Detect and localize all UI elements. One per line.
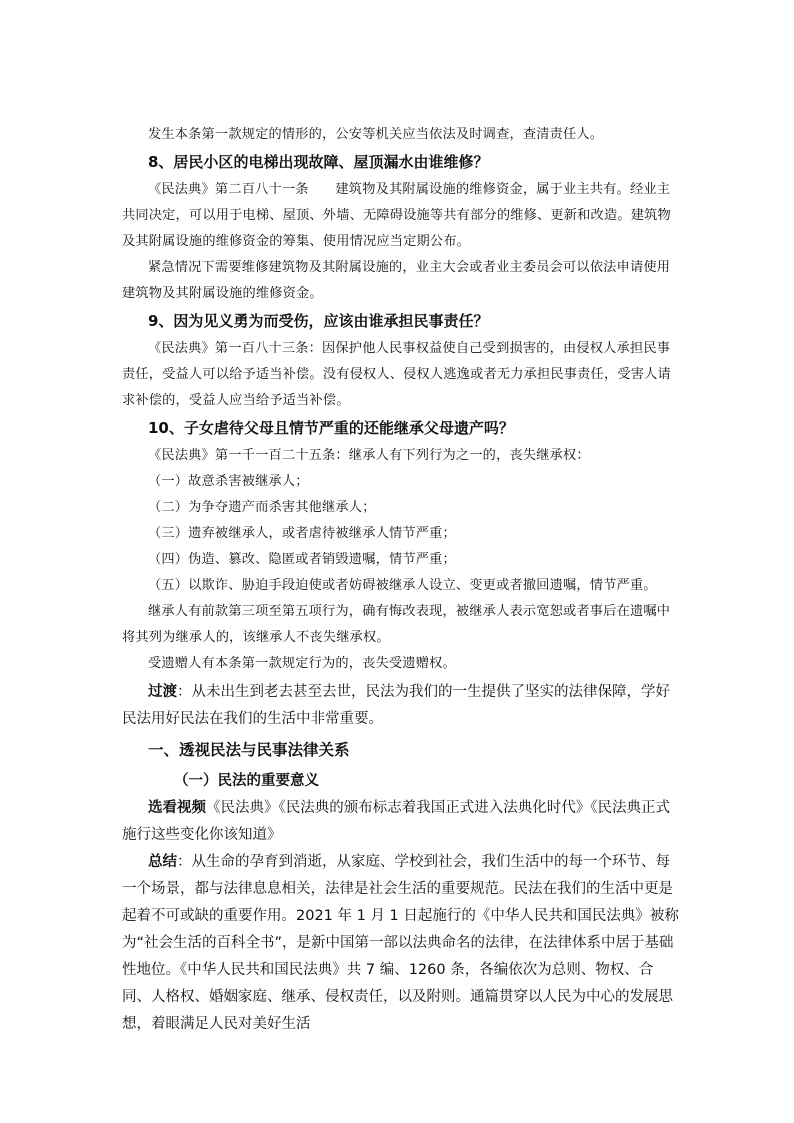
article-1125-paragraph-2: 继承人有前款第三项至第五项行为，确有悔改表现，被继承人表示宽恕或者事后在遗嘱中将其列为继承人的，该继承人不丧失继承权。 — [122, 604, 671, 645]
article-1125-item-4: （四）伪造、篡改、隐匿或者销毁遗嘱，情节严重； — [148, 552, 456, 567]
transition-text: ：从未出生到老去甚至去世，民法为我们的一生提供了坚实的法律保障，学好民法用好民法在我们的生活中非常重要。 — [122, 684, 670, 727]
question-9-heading: 9、因为见义勇为而受伤，应该由谁承担民事责任？ — [148, 312, 489, 330]
article-1125-item-5: （五）以欺诈、胁迫手段迫使或者妨碍被继承人设立、变更或者撤回遗嘱，情节严重。 — [148, 578, 657, 593]
article-1125-paragraph-3: 受遗赠人有本条第一款规定行为的，丧失受遗赠权。 — [148, 656, 456, 671]
video-label: 选看视频 — [148, 800, 206, 816]
video-text: 《民法典》《民法典的颁布标志着我国正式进入法典化时代》《民法典正式施行这些变化你该知道》 — [122, 800, 670, 843]
transition-paragraph — [122, 679, 680, 733]
transition-label: 过渡 — [148, 684, 177, 700]
subsection-heading-one: （一）民法的重要意义 — [174, 773, 319, 789]
summary-label: 总结 — [148, 854, 177, 870]
article-281-paragraph-1: 《民法典》第二百八十一条 建筑物及其附属设施的维修资金，属于业主共有。经业主共同决定，可以用于电梯、屋顶、外墙、无障碍设施等共有部分的维修、更新和改造。建筑物及其附属设施的维修资金的筹集、使用情况应当定期公布。 — [122, 182, 671, 249]
question-10-heading: 10、子女虐待父母且情节严重的还能继承父母遗产吗？ — [148, 419, 514, 437]
article-1125-item-1: （一）故意杀害被继承人； — [148, 474, 309, 489]
paragraph-police-duty: 发生本条第一款规定的情形的，公安等机关应当依法及时调查，查清责任人。 — [148, 127, 604, 142]
question-8-heading: 8、居民小区的电梯出现故障、屋顶漏水由谁维修？ — [148, 153, 489, 171]
article-1125-item-3: （三）遗弃被继承人，或者虐待被继承人情节严重； — [148, 526, 456, 541]
summary-text: ：从生命的孕育到消逝，从家庭、学校到社会，我们生活中的每一个环节、每一个场景，都与法律息息相关，法律是社会生活的重要规范。民法在我们的生活中更是起着不可或缺的重要作用。2021 年 1 月 1 日起施行的《中华人民共和国民法典》被称为“社会生活的百科全书”，是新中国第一部以法典命名的法律，在法律体系中居于基础性地位。《中华人民共和国民法典》共 7 编、1260 条，各编依次为总则、物权、合同、人格权、婚姻家庭、继承、侵权责任，以及附则。通篇贯穿以人民为中心的发展思想，着眼满足人民对美好生活 — [122, 854, 679, 1032]
article-1125-intro: 《民法典》第一千一百二十五条：继承人有下列行为之一的，丧失继承权： — [148, 448, 590, 463]
article-183-paragraph: 《民法典》第一百八十三条：因保护他人民事权益使自己受到损害的，由侵权人承担民事责任，受益人可以给予适当补偿。没有侵权人、侵权人逃逸或者无力承担民事责任，受害人请求补偿的，受益人应当给予适当补偿。 — [122, 341, 671, 408]
article-1125-item-2: （二）为争夺遗产而杀害其他继承人； — [148, 500, 376, 515]
document-body — [122, 122, 680, 1038]
section-heading-one: 一、透视民法与民事法律关系 — [148, 741, 350, 759]
article-281-paragraph-2: 紧急情况下需要维修建筑物及其附属设施的，业主大会或者业主委员会可以依法申请使用建筑物及其附属设施的维修资金。 — [122, 260, 671, 301]
summary-paragraph — [122, 849, 680, 1038]
video-paragraph — [122, 795, 680, 849]
